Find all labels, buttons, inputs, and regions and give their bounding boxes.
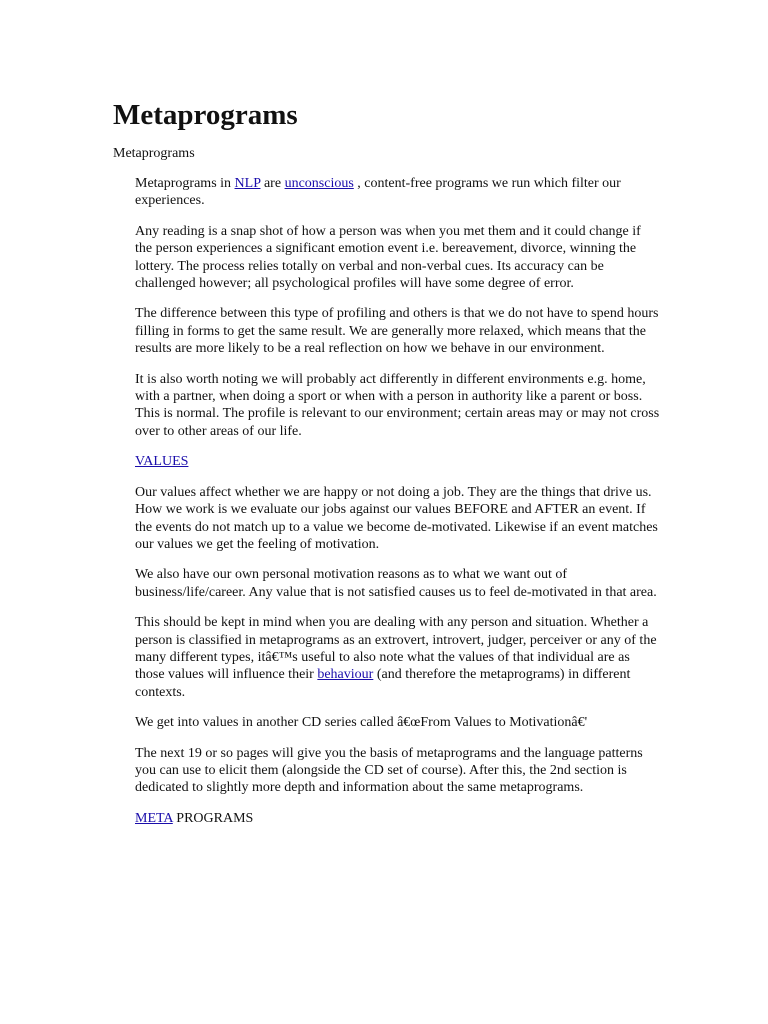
paragraph-difference: The difference between this type of profiling and others is that we do not have to spend hours filling in forms to get the same result. We are generally more relaxed, which means that the results are more likely to be a real reflection on how we behave in our environment. xyxy=(135,306,659,357)
paragraph-intro xyxy=(135,175,660,210)
paragraph-personal-motivation: We also have our own personal motivation reasons as to what we want out of business/life/career. Any value that is not satisfied causes us to feel de-motivated in that area. xyxy=(135,567,657,600)
paragraph-reading: Any reading is a snap shot of how a person was when you met them and it could change if the person experiences a significant emotion event i.e. bereavement, divorce, winning the lottery. The process relies totally on verbal and non-verbal cues. Its accuracy can be challenged however; all psychological profiles will have some degree of error. xyxy=(135,223,641,292)
behaviour-link[interactable]: behaviour xyxy=(317,667,374,683)
text: PROGRAMS xyxy=(172,810,254,826)
text: , content-free programs we run which filter our experiences. xyxy=(135,176,621,209)
values-link[interactable]: VALUES xyxy=(135,454,189,470)
meta-link[interactable]: META xyxy=(135,810,173,826)
meta-programs-heading xyxy=(135,810,660,827)
paragraph-kept-in-mind xyxy=(135,614,660,701)
text: (and therefore the metaprograms) in different contexts. xyxy=(135,667,631,700)
values-heading xyxy=(135,453,660,470)
document-title: Metaprograms xyxy=(113,99,298,131)
paragraph-cd-series: We get into values in another CD series called â€œFrom Values to Motivationâ€' xyxy=(135,715,588,731)
text: Metaprograms in xyxy=(135,176,235,191)
text: This should be kept in mind when you are dealing with any person and situation. Whether a person is classified in metaprograms as an extrovert, introvert, judger, perceiver or any of the many different types, itâ€™s useful to also note what the values of that individual are as those values will influence their xyxy=(135,615,657,683)
text: are xyxy=(260,176,285,191)
paragraph-environments: It is also worth noting we will probably act differently in different environments e.g. home, with a partner, when doing a sport or when with a person in authority like a parent or boss. This is normal. The profile is relevant to our environment; certain areas may or may not cross over to other areas of our life. xyxy=(135,371,660,439)
document-body xyxy=(135,175,660,840)
paragraph-next-pages: The next 19 or so pages will give you the basis of metaprograms and the language patterns you can use to elicit them (alongside the CD set of course). After this, the 2nd section is dedicated to slightly more depth and information about the same metaprograms. xyxy=(135,745,643,796)
document-subtitle: Metaprograms xyxy=(113,146,195,161)
unconscious-link[interactable]: unconscious xyxy=(284,176,354,191)
paragraph-values-affect: Our values affect whether we are happy or not doing a job. They are the things that drive us. How we work is we evaluate our jobs against our values BEFORE and AFTER an event. If the events do not match up to a value we become de-motivated. Likewise if an event matches our values we get the feeling of motivation. xyxy=(135,484,658,552)
nlp-link[interactable]: NLP xyxy=(234,176,261,191)
